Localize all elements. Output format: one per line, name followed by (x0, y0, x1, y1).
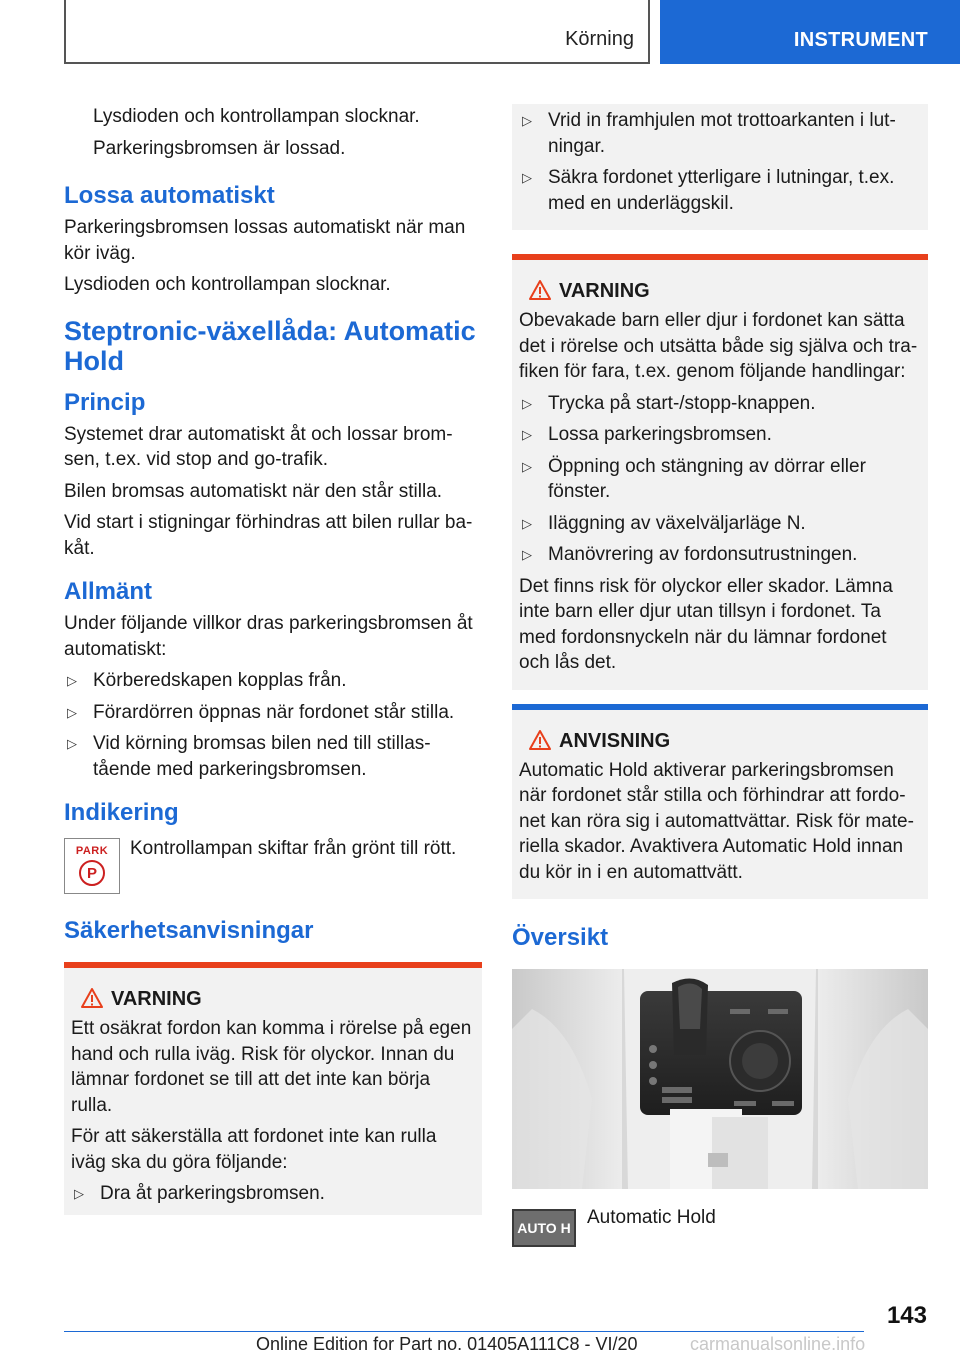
lossa-text-2: Lysdioden och kontrollampan slocknar. (64, 274, 391, 295)
header-chapter-box (64, 0, 650, 64)
princip-text-2: Bilen bromsas automatiskt när den står stilla. (64, 480, 443, 502)
bullet-triangle-icon: ▷ (522, 515, 532, 531)
footer-edition: Online Edition for Part no. 01405A111C8 - VI/20 (256, 1334, 638, 1354)
heading-princip: Princip (64, 388, 146, 416)
notice-box (512, 704, 928, 900)
list-item (519, 542, 921, 568)
bullet-triangle-icon: ▷ (67, 704, 77, 720)
heading-lossa: Lossa automatiskt (64, 182, 275, 209)
warning-list (519, 391, 921, 568)
list-item-text: Dra åt parkeringsbromsen. (100, 1183, 325, 1204)
warning-heading (519, 278, 921, 304)
park-icon-circle (79, 860, 105, 886)
warning-text-2: För att säkerställa att fordonet inte kan rulla iväg ska du göra följande: (71, 1126, 437, 1173)
warning-title: VARNING (111, 988, 202, 1010)
intro-text-2: Parkeringsbromsen är lossad. (93, 137, 346, 159)
continued-list (519, 106, 921, 216)
warning-list (71, 1181, 475, 1207)
bullet-triangle-icon: ▷ (522, 458, 532, 474)
warning-title: VARNING (559, 280, 650, 302)
bullet-triangle-icon: ▷ (67, 673, 77, 688)
indicator-text: Kontrollampan skiftar från grönt till rött. (130, 838, 457, 859)
list-item (519, 454, 921, 505)
list-item-text: Trycka på start-/stopp-knappen. (548, 392, 816, 414)
heading-sakerhet: Säkerhetsanvisningar (64, 917, 314, 944)
notice-title: ANVISNING (559, 729, 671, 752)
warning-heading (71, 986, 475, 1012)
bullet-triangle-icon: ▷ (522, 395, 532, 411)
list-item (64, 668, 482, 694)
list-item (519, 511, 921, 537)
warning-box (64, 962, 482, 1215)
park-brake-icon (64, 838, 120, 894)
park-icon-letter: P (86, 865, 97, 882)
center-console-illustration (512, 969, 928, 1189)
bullet-triangle-icon: ▷ (74, 1186, 84, 1201)
list-item-text: Vrid in framhjulen mot trottoarkanten i lut-ningar. (548, 110, 896, 157)
bullet-triangle-icon: ▷ (522, 113, 532, 128)
right-column (512, 104, 928, 1249)
list-item (64, 731, 482, 782)
section-tab-label: INSTRUMENT (793, 29, 928, 51)
list-item (519, 165, 921, 216)
warning-box-children (512, 254, 928, 690)
center-console-photo (512, 969, 928, 1189)
allmant-text: Under följande villkor dras parkeringsbromsen åt automatiskt: (64, 613, 473, 660)
auto-hold-icon-text: AUTO H (517, 1220, 571, 1236)
heading-allmant: Allmänt (64, 578, 153, 605)
auto-hold-label: Automatic Hold (587, 1207, 716, 1228)
warning-text-1: Obevakade barn eller djur i fordonet kan sätta det i rörelse och utsätta både sig själva och tra-fiken för fara, t.ex. genom följande handlingar: (519, 310, 918, 382)
section-title: Steptronic-växellåda: Automatic Hold (64, 315, 476, 376)
warning-text-1: Ett osäkrat fordon kan komma i rörelse på egen hand och rulla iväg. Risk för olyckor. Innan du lämnar fordonet se till att det inte kan börja rulla. (71, 1018, 472, 1116)
list-item-text: Körberedskapen kopplas från. (93, 670, 347, 691)
allmant-list (64, 668, 482, 782)
intro-text-1: Lysdioden och kontrollampan slocknar. (93, 106, 420, 127)
list-item (64, 700, 482, 726)
heading-oversikt: Översikt (512, 924, 609, 951)
bullet-triangle-icon: ▷ (67, 736, 77, 751)
watermark: carmanualsonline.info (690, 1334, 866, 1354)
list-item-text: Lossa parkeringsbromsen. (548, 424, 772, 445)
lossa-text-1: Parkeringsbromsen lossas automatiskt när man kör iväg. (64, 217, 466, 264)
section-tab[interactable] (660, 0, 960, 64)
chapter-label: Körning (565, 28, 634, 50)
princip-text-1: Systemet drar automatiskt åt och lossar brom-sen, t.ex. vid stop and go-trafik. (64, 423, 453, 470)
princip-text-3: Vid start i stigningar förhindras att bilen rullar ba-kåt. (64, 512, 473, 559)
notice-triangle-icon (529, 729, 551, 751)
list-item-text: Säkra fordonet ytterligare i lutningar, t.ex. med en underläggskil. (548, 167, 895, 214)
list-item-text: Vid körning bromsas bilen ned till stillas-tående med parkeringsbromsen. (93, 733, 431, 780)
left-column (64, 104, 482, 1215)
indicator-row (64, 836, 482, 894)
list-item-text: Förardörren öppnas när fordonet står stilla. (93, 701, 455, 723)
auto-hold-row (512, 1207, 928, 1249)
list-item (519, 391, 921, 417)
bullet-triangle-icon: ▷ (522, 170, 532, 185)
list-item (519, 108, 921, 159)
bullet-triangle-icon: ▷ (522, 547, 532, 562)
park-icon-text: PARK (75, 845, 109, 857)
list-item-text: Öppning och stängning av dörrar eller fönster. (548, 455, 866, 502)
page-number: 143 (886, 1302, 927, 1329)
warning-triangle-icon (529, 279, 551, 301)
warning-triangle-icon (81, 987, 103, 1009)
warning-text-2: Det finns risk för olyckor eller skador. Lämna inte barn eller djur utan tillsyn i fordonet. Ta med fordonsnyckeln när du lämnar fordonet och lås det. (519, 575, 893, 673)
list-item-text: Iläggning av växelväljarläge N. (548, 512, 806, 534)
auto-hold-button-icon (512, 1209, 576, 1247)
list-item (519, 422, 921, 448)
bullet-triangle-icon: ▷ (522, 427, 532, 442)
list-item (71, 1181, 475, 1207)
heading-indikering: Indikering (64, 799, 179, 826)
footer-divider (64, 1331, 864, 1332)
notice-text: Automatic Hold aktiverar parkeringsbromsen när fordonet står stilla och förhindrar att fordo-net kan röra sig i automattvättar. Risk för mate-riella skador. Avaktivera Automatic Hold innan du kör in i en automattvätt. (519, 759, 914, 883)
warning-box-continued (512, 104, 928, 230)
notice-heading (519, 728, 921, 754)
list-item-text: Manövrering av fordonsutrustningen. (548, 544, 858, 565)
